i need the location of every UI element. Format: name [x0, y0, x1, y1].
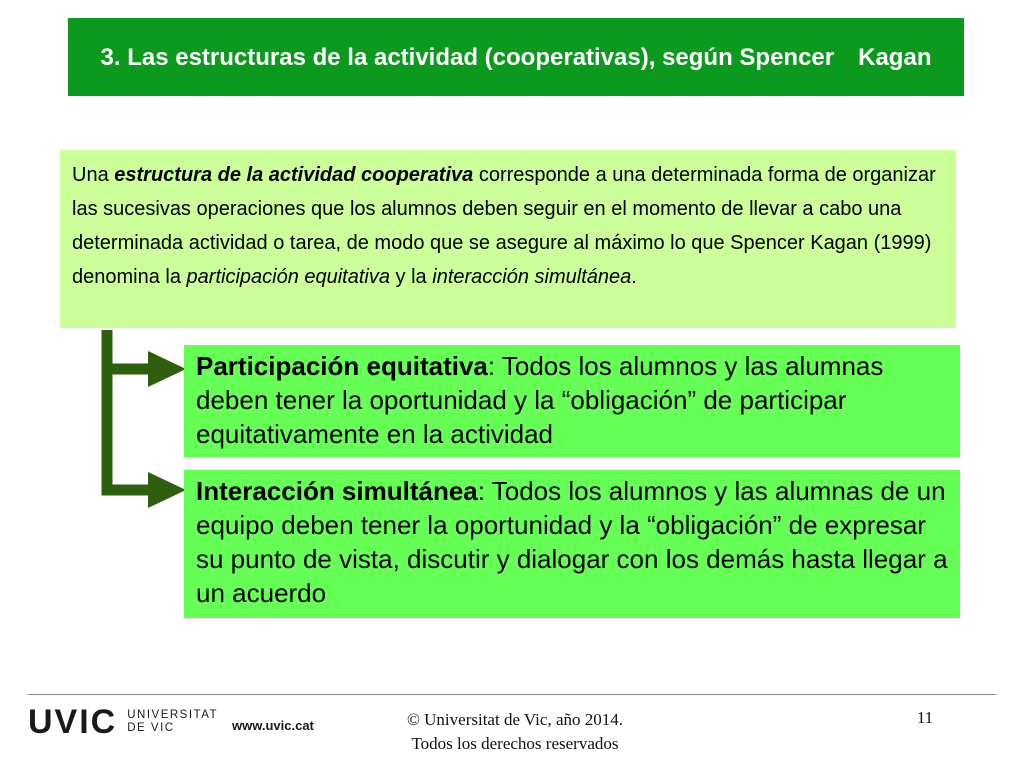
logo-line2: DE VIC [127, 722, 175, 734]
slide-title-line2: Kagan [858, 43, 932, 71]
interaccion-text: : Todos los alumnos y las alumnas de un equipo deben tener la oportunidad y la “obligación” de expresar su punto de vista, discutir y dialogar con los demás hasta llegar a un acuerdo [196, 476, 948, 608]
slide-title-line1: 3. Las estructuras de la actividad (cooperativas), según Spencer [100, 43, 835, 71]
footer-copyright [350, 708, 680, 756]
definition-term-interaccion: interacción simultánea [432, 266, 632, 288]
page-number: 11 [916, 708, 934, 727]
arrow-participacion-icon [148, 351, 186, 387]
logo-line1: UNIVERSITAT [127, 709, 219, 721]
definition-box [60, 150, 956, 328]
footer-url-link[interactable]: www.uvic.cat [232, 718, 314, 733]
logo-wordmark [127, 709, 218, 735]
slide-title [68, 18, 964, 96]
definition-term-participacion: participación equitativa [186, 266, 390, 288]
interaccion-heading: Interacción simultánea [196, 476, 478, 506]
definition-text-2: corresponde a una determinada forma de organizar las sucesivas operaciones que los alumnos deben seguir en el momento de llevar a cabo una determinada actividad o tarea, de modo que se asegure al máximo lo que Spencer Kagan (1999) denomina la [72, 164, 936, 288]
participacion-box [184, 345, 960, 457]
definition-emphasis: estructura de la actividad cooperativa [114, 164, 474, 186]
definition-text-1: Una [72, 164, 115, 186]
interaccion-box [184, 470, 960, 618]
definition-text-3: y la [390, 266, 433, 288]
copyright-line1: © Universitat de Vic, año 2014. [406, 710, 623, 729]
connector-line [107, 330, 150, 490]
uvic-logo [28, 704, 218, 740]
participacion-text: : Todos los alumnos y las alumnas deben tener la oportunidad y la “obligación” de participar equitativamente en la actividad [196, 351, 884, 449]
footer-divider [28, 694, 996, 695]
logo-mark: UVIC [28, 703, 118, 741]
participacion-heading: Participación equitativa [196, 351, 488, 381]
definition-text-4: . [631, 266, 637, 288]
arrow-interaccion-icon [148, 472, 186, 508]
copyright-line2: Todos los derechos reservados [411, 734, 619, 753]
